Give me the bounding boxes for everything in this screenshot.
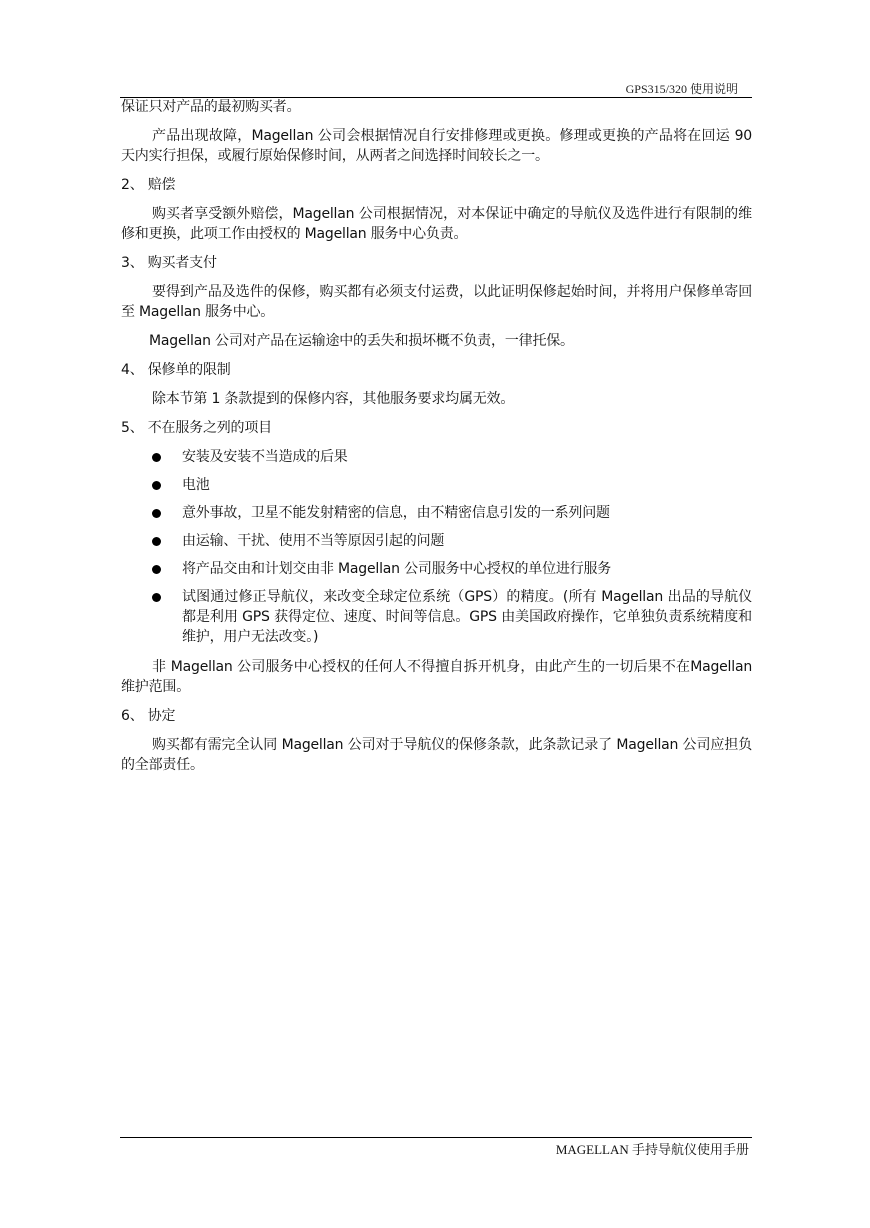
document-body (121, 97, 752, 775)
section-heading-2: 2、 赔偿 (121, 177, 176, 193)
list-item-text: 电池 (182, 477, 210, 493)
list-item (121, 587, 752, 647)
list-item (121, 559, 752, 579)
list-item-text: 试图通过修正导航仪，来改变全球定位系统（GPS）的精度。(所有 Magellan 出品的导航仪都是利用 GPS 获得定位、速度、时间等信息。GPS 由美国政府操作，它单独负责系统精度和维护，用户无法改变。) (182, 589, 752, 645)
bullet-icon (152, 593, 161, 602)
bullet-icon (152, 481, 161, 490)
bullet-icon (152, 537, 161, 546)
excluded-items-list (121, 447, 752, 647)
bullet-icon (152, 453, 161, 462)
list-item (121, 475, 752, 495)
section-heading-4: 4、 保修单的限制 (121, 362, 231, 378)
page-header: GPS315/320 使用说明 (625, 82, 738, 96)
paragraph-payment: 要得到产品及选件的保修，购买都有必须支付运费，以此证明保修起始时间，并将用户保修单寄回至 Magellan 服务中心。 (121, 284, 752, 320)
list-item (121, 531, 752, 551)
paragraph-repair: 产品出现故障，Magellan 公司会根据情况自行安排修理或更换。修理或更换的产品将在回运 90 天内实行担保，或履行原始保修时间，从两者之间选择时间较长之一。 (121, 128, 752, 164)
bullet-icon (152, 565, 161, 574)
list-item (121, 447, 752, 467)
section-heading-3: 3、 购买者支付 (121, 255, 217, 271)
paragraph-continuation: 保证只对产品的最初购买者。 (121, 99, 301, 115)
list-item-text: 安装及安装不当造成的后果 (182, 449, 348, 465)
list-item-text: 由运输、干扰、使用不当等原因引起的问题 (182, 533, 445, 549)
list-item-text: 意外事故，卫星不能发射精密的信息，由不精密信息引发的一系列问题 (182, 505, 610, 521)
paragraph-unauthorized: 非 Magellan 公司服务中心授权的任何人不得擅自拆开机身，由此产生的一切后果不在Magellan 维护范围。 (121, 659, 752, 695)
list-item-text: 将产品交由和计划交由非 Magellan 公司服务中心授权的单位进行服务 (182, 561, 612, 577)
footer-rule (120, 1137, 752, 1138)
paragraph-agreement: 购买都有需完全认同 Magellan 公司对于导航仪的保修条款，此条款记录了 Magellan 公司应担负的全部责任。 (121, 737, 752, 773)
paragraph-compensation: 购买者享受额外赔偿，Magellan 公司根据情况，对本保证中确定的导航仪及选件进行有限制的维修和更换，此项工作由授权的 Magellan 服务中心负责。 (121, 206, 752, 242)
page-footer: MAGELLAN 手持导航仪使用手册 (555, 1142, 749, 1157)
list-item (121, 503, 752, 523)
paragraph-transport: Magellan 公司对产品在运输途中的丢失和损坏概不负责，一律托保。 (149, 333, 574, 349)
section-heading-6: 6、 协定 (121, 708, 176, 724)
paragraph-limits: 除本节第 1 条款提到的保修内容，其他服务要求均属无效。 (152, 391, 515, 407)
bullet-icon (152, 509, 161, 518)
section-heading-5: 5、 不在服务之列的项目 (121, 420, 272, 436)
